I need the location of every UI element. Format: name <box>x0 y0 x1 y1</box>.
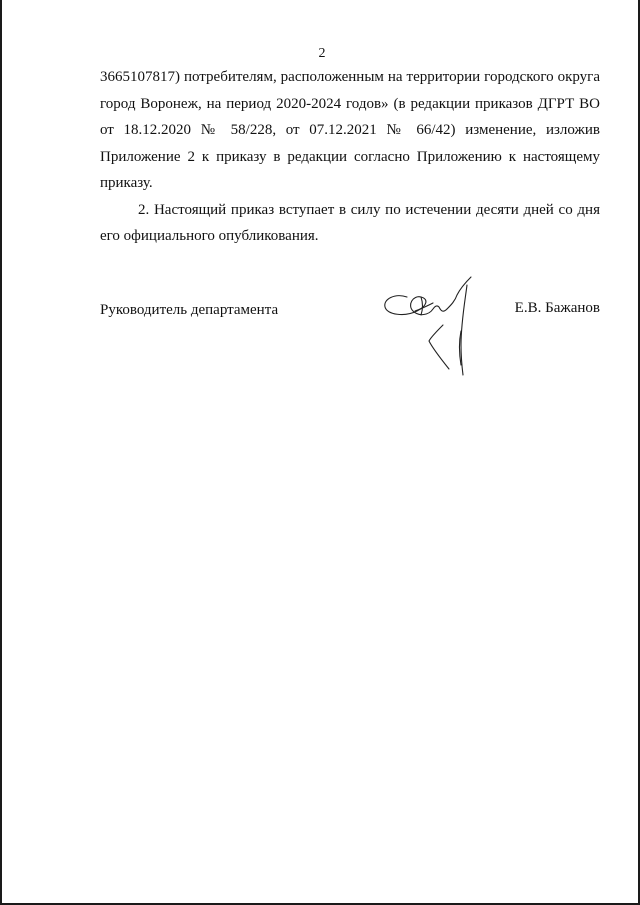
signature-block <box>100 300 600 330</box>
paragraph-continuation: 3665107817) потребителям, расположенным на территории городского округа город Воронеж, на период 2020-2024 годов» (в редакции приказов ДГРТ ВО от 18.12.2020 № 58/228, от 07.12.2021 № 66/42) изменение, изложив Приложение 2 к приказу в редакции согласно Приложению к настоящему приказу. <box>100 69 600 191</box>
page-number: 2 <box>318 46 326 61</box>
handwritten-signature <box>377 275 487 380</box>
document-body <box>100 64 600 250</box>
signer-name: Е.В. Бажанов <box>514 300 600 316</box>
signer-title: Руководитель департамента <box>100 302 279 318</box>
paragraph-effective-date: 2. Настоящий приказ вступает в силу по истечении десяти дней со дня его официального опубликования. <box>100 201 600 244</box>
